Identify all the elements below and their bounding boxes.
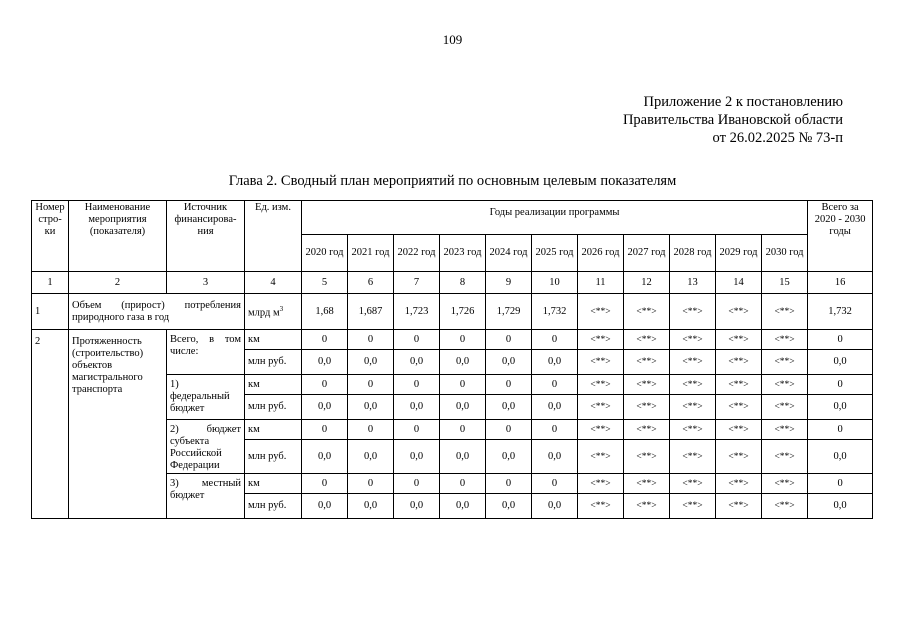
value-cell: 0 bbox=[440, 375, 486, 395]
value-cell: 0 bbox=[532, 330, 578, 350]
appendix-line-3: от 26.02.2025 № 73-п bbox=[712, 130, 843, 146]
value-cell: <**> bbox=[716, 420, 762, 440]
header-year: 2021 год bbox=[348, 235, 394, 272]
value-cell: 0 bbox=[486, 375, 532, 395]
value-cell: 0,0 bbox=[302, 395, 348, 420]
value-cell: 0 bbox=[440, 474, 486, 494]
column-number: 10 bbox=[532, 272, 578, 294]
unit-superscript: 3 bbox=[279, 305, 284, 314]
value-cell: 0,0 bbox=[302, 350, 348, 375]
value-cell: <**> bbox=[578, 330, 624, 350]
value-cell: <**> bbox=[670, 420, 716, 440]
value-cell: 0,0 bbox=[348, 440, 394, 474]
value-cell: <**> bbox=[716, 440, 762, 474]
unit-cell: млн руб. bbox=[245, 395, 302, 420]
value-cell: 0,0 bbox=[440, 440, 486, 474]
value-cell: 0 bbox=[348, 375, 394, 395]
unit-cell: км bbox=[245, 420, 302, 440]
value-cell: 0 bbox=[486, 474, 532, 494]
value-cell: <**> bbox=[670, 330, 716, 350]
header-year: 2026 год bbox=[578, 235, 624, 272]
chapter-title: Глава 2. Сводный план мероприятий по основным целевым показателям bbox=[228, 173, 677, 189]
column-number: 11 bbox=[578, 272, 624, 294]
value-cell: 0 bbox=[348, 420, 394, 440]
value-cell: <**> bbox=[624, 420, 670, 440]
value-cell: <**> bbox=[578, 395, 624, 420]
total-cell: 0 bbox=[808, 330, 873, 350]
value-cell: 0,0 bbox=[394, 350, 440, 375]
header-years-group: Годы реализации программы bbox=[302, 201, 808, 235]
value-cell: 0 bbox=[486, 420, 532, 440]
value-cell: 0,0 bbox=[486, 440, 532, 474]
value-cell: 0,0 bbox=[532, 395, 578, 420]
indicator-name: Объем (прирост) потребления природного газа в год bbox=[69, 294, 245, 330]
value-cell: <**> bbox=[624, 375, 670, 395]
value-cell: 0,0 bbox=[348, 494, 394, 519]
header-name: Наименование мероприятия (показателя) bbox=[69, 201, 167, 272]
total-cell: 0,0 bbox=[808, 350, 873, 375]
value-cell: <**> bbox=[670, 474, 716, 494]
value-cell: 0 bbox=[486, 330, 532, 350]
value-cell: 0,0 bbox=[486, 395, 532, 420]
value-cell: <**> bbox=[578, 350, 624, 375]
column-number: 3 bbox=[167, 272, 245, 294]
value-cell: 1,68 bbox=[302, 294, 348, 330]
value-cell: <**> bbox=[716, 375, 762, 395]
value-cell: <**> bbox=[670, 395, 716, 420]
value-cell: 0 bbox=[440, 420, 486, 440]
column-number: 12 bbox=[624, 272, 670, 294]
value-cell: 0 bbox=[532, 420, 578, 440]
unit-cell: млн руб. bbox=[245, 350, 302, 375]
header-unit: Ед. изм. bbox=[245, 201, 302, 272]
column-number: 4 bbox=[245, 272, 302, 294]
total-cell: 0 bbox=[808, 420, 873, 440]
unit-cell: млн руб. bbox=[245, 494, 302, 519]
value-cell: <**> bbox=[716, 294, 762, 330]
value-cell: 0 bbox=[302, 375, 348, 395]
value-cell: <**> bbox=[578, 494, 624, 519]
value-cell: 1,726 bbox=[440, 294, 486, 330]
column-number: 7 bbox=[394, 272, 440, 294]
column-number: 15 bbox=[762, 272, 808, 294]
value-cell: 0,0 bbox=[532, 440, 578, 474]
column-number: 16 bbox=[808, 272, 873, 294]
value-cell: 0,0 bbox=[302, 440, 348, 474]
value-cell: <**> bbox=[624, 395, 670, 420]
indicator-name: Протяженность (строительство) объектов магистрального транспорта bbox=[69, 330, 167, 519]
value-cell: <**> bbox=[578, 420, 624, 440]
value-cell: 0 bbox=[394, 330, 440, 350]
value-cell: <**> bbox=[762, 494, 808, 519]
funding-source: Всего, в том числе: bbox=[167, 330, 245, 375]
total-cell: 0,0 bbox=[808, 395, 873, 420]
header-row-number: Номер стро-ки bbox=[32, 201, 69, 272]
value-cell: 0,0 bbox=[394, 395, 440, 420]
total-cell: 1,732 bbox=[808, 294, 873, 330]
value-cell: <**> bbox=[624, 494, 670, 519]
value-cell: <**> bbox=[762, 395, 808, 420]
header-year: 2024 год bbox=[486, 235, 532, 272]
funding-source: 1) федеральный бюджет bbox=[167, 375, 245, 420]
appendix-header bbox=[623, 93, 843, 147]
value-cell: <**> bbox=[762, 440, 808, 474]
total-cell: 0,0 bbox=[808, 494, 873, 519]
value-cell: <**> bbox=[578, 474, 624, 494]
header-year: 2022 год bbox=[394, 235, 440, 272]
value-cell: 0,0 bbox=[440, 494, 486, 519]
column-number: 5 bbox=[302, 272, 348, 294]
value-cell: 0 bbox=[532, 474, 578, 494]
value-cell: <**> bbox=[670, 350, 716, 375]
column-number: 9 bbox=[486, 272, 532, 294]
header-year: 2025 год bbox=[532, 235, 578, 272]
value-cell: <**> bbox=[624, 440, 670, 474]
header-year: 2028 год bbox=[670, 235, 716, 272]
value-cell: <**> bbox=[716, 350, 762, 375]
funding-source: 3) местный бюджет bbox=[167, 474, 245, 519]
unit-text: млрд м bbox=[248, 307, 280, 319]
value-cell: 0 bbox=[532, 375, 578, 395]
value-cell: 0,0 bbox=[394, 440, 440, 474]
table-row bbox=[32, 330, 873, 350]
value-cell: <**> bbox=[762, 474, 808, 494]
value-cell: <**> bbox=[624, 330, 670, 350]
unit-cell: км bbox=[245, 375, 302, 395]
value-cell: <**> bbox=[624, 474, 670, 494]
total-cell: 0,0 bbox=[808, 440, 873, 474]
value-cell: 0,0 bbox=[532, 494, 578, 519]
unit-cell: млн руб. bbox=[245, 440, 302, 474]
value-cell: 0,0 bbox=[394, 494, 440, 519]
value-cell: <**> bbox=[762, 375, 808, 395]
appendix-line-1: Приложение 2 к постановлению bbox=[643, 94, 843, 110]
column-number: 13 bbox=[670, 272, 716, 294]
value-cell: 0,0 bbox=[348, 395, 394, 420]
column-number: 1 bbox=[32, 272, 69, 294]
value-cell: <**> bbox=[670, 494, 716, 519]
value-cell: 0 bbox=[302, 330, 348, 350]
value-cell: 0,0 bbox=[532, 350, 578, 375]
value-cell: <**> bbox=[624, 350, 670, 375]
header-source: Источник финансирова-ния bbox=[167, 201, 245, 272]
value-cell: <**> bbox=[762, 294, 808, 330]
value-cell: 0 bbox=[394, 420, 440, 440]
unit-cell bbox=[245, 294, 302, 330]
header-total: Всего за 2020 - 2030 годы bbox=[808, 201, 873, 272]
value-cell: <**> bbox=[762, 330, 808, 350]
value-cell: 0 bbox=[394, 474, 440, 494]
value-cell: <**> bbox=[716, 494, 762, 519]
value-cell: <**> bbox=[762, 350, 808, 375]
unit-cell: км bbox=[245, 330, 302, 350]
value-cell: <**> bbox=[716, 330, 762, 350]
column-number: 14 bbox=[716, 272, 762, 294]
column-number: 8 bbox=[440, 272, 486, 294]
value-cell: <**> bbox=[578, 375, 624, 395]
row-number: 1 bbox=[32, 294, 69, 330]
value-cell: 0,0 bbox=[486, 350, 532, 375]
value-cell: 0 bbox=[348, 330, 394, 350]
value-cell: <**> bbox=[578, 294, 624, 330]
value-cell: <**> bbox=[762, 420, 808, 440]
header-year: 2020 год bbox=[302, 235, 348, 272]
value-cell: 1,729 bbox=[486, 294, 532, 330]
total-cell: 0 bbox=[808, 375, 873, 395]
unit-cell: км bbox=[245, 474, 302, 494]
column-numbers-row bbox=[32, 272, 873, 294]
value-cell: 1,732 bbox=[532, 294, 578, 330]
value-cell: <**> bbox=[578, 440, 624, 474]
value-cell: <**> bbox=[716, 395, 762, 420]
value-cell: 0,0 bbox=[486, 494, 532, 519]
column-number: 2 bbox=[69, 272, 167, 294]
appendix-line-2: Правительства Ивановской области bbox=[622, 112, 843, 128]
row-number: 2 bbox=[32, 330, 69, 519]
summary-plan-table bbox=[31, 200, 873, 519]
value-cell: 0 bbox=[302, 474, 348, 494]
table-row bbox=[32, 294, 873, 330]
value-cell: 0,0 bbox=[440, 350, 486, 375]
header-year: 2029 год bbox=[716, 235, 762, 272]
value-cell: <**> bbox=[670, 375, 716, 395]
page-number: 109 bbox=[442, 32, 463, 47]
value-cell: 1,687 bbox=[348, 294, 394, 330]
funding-source: 2) бюджет субъекта Российской Федерации bbox=[167, 420, 245, 474]
header-year: 2030 год bbox=[762, 235, 808, 272]
value-cell: 0 bbox=[348, 474, 394, 494]
total-cell: 0 bbox=[808, 474, 873, 494]
value-cell: <**> bbox=[716, 474, 762, 494]
value-cell: 1,723 bbox=[394, 294, 440, 330]
column-number: 6 bbox=[348, 272, 394, 294]
value-cell: 0 bbox=[394, 375, 440, 395]
value-cell: 0,0 bbox=[440, 395, 486, 420]
value-cell: <**> bbox=[670, 294, 716, 330]
value-cell: 0,0 bbox=[302, 494, 348, 519]
header-year: 2027 год bbox=[624, 235, 670, 272]
value-cell: <**> bbox=[670, 440, 716, 474]
value-cell: <**> bbox=[624, 294, 670, 330]
header-year: 2023 год bbox=[440, 235, 486, 272]
value-cell: 0,0 bbox=[348, 350, 394, 375]
value-cell: 0 bbox=[302, 420, 348, 440]
value-cell: 0 bbox=[440, 330, 486, 350]
